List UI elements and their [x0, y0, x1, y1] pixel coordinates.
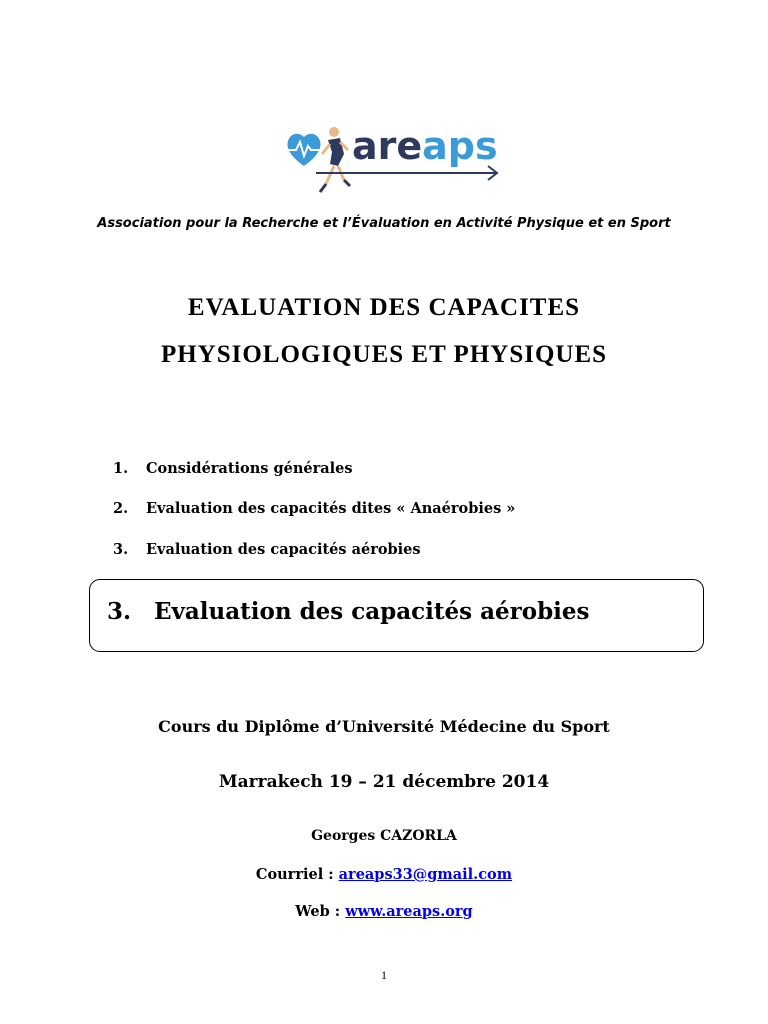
document-title-line-2: PHYSIOLOGIQUES ET PHYSIQUES	[160, 341, 608, 368]
toc-item-label: Evaluation des capacités dites « Anaérobies »	[146, 500, 516, 517]
email-line	[0, 866, 768, 883]
runner-icon	[320, 127, 350, 192]
areaps-logo	[282, 120, 512, 202]
toc-item-number: 1.	[113, 460, 129, 477]
email-label: Courriel :	[255, 866, 339, 883]
logo-wordmark-prefix: are	[352, 124, 423, 168]
toc-item	[113, 460, 353, 477]
event-dates: Marrakech 19 – 21 décembre 2014	[218, 772, 550, 792]
document-title-line-1: EVALUATION DES CAPACITES	[187, 294, 581, 321]
page-number: 1	[381, 968, 387, 982]
heart-pulse-icon	[286, 134, 322, 166]
email-link[interactable]: areaps33@gmail.com	[338, 866, 513, 883]
toc-item	[113, 541, 421, 558]
section-label: Evaluation des capacités aérobies	[154, 598, 590, 625]
section-heading	[107, 598, 590, 625]
section-heading-box	[89, 579, 704, 652]
section-number: 3.	[107, 598, 132, 625]
logo-wordmark	[352, 124, 498, 168]
toc-item-number: 3.	[113, 541, 129, 558]
logo-wordmark-suffix: aps	[422, 124, 498, 168]
toc-item-label: Considérations générales	[146, 460, 353, 477]
toc-item	[113, 500, 515, 517]
toc-item-number: 2.	[113, 500, 129, 517]
web-label: Web :	[295, 903, 346, 920]
association-name: Association pour la Recherche et l’Évaluation en Activité Physique et en Sport	[97, 216, 671, 231]
author-name: Georges CAZORLA	[311, 828, 457, 844]
web-line	[0, 903, 768, 920]
toc-item-label: Evaluation des capacités aérobies	[146, 541, 421, 558]
web-link[interactable]: www.areaps.org	[345, 903, 473, 920]
course-name: Cours du Diplôme d’Université Médecine du Sport	[158, 717, 610, 736]
